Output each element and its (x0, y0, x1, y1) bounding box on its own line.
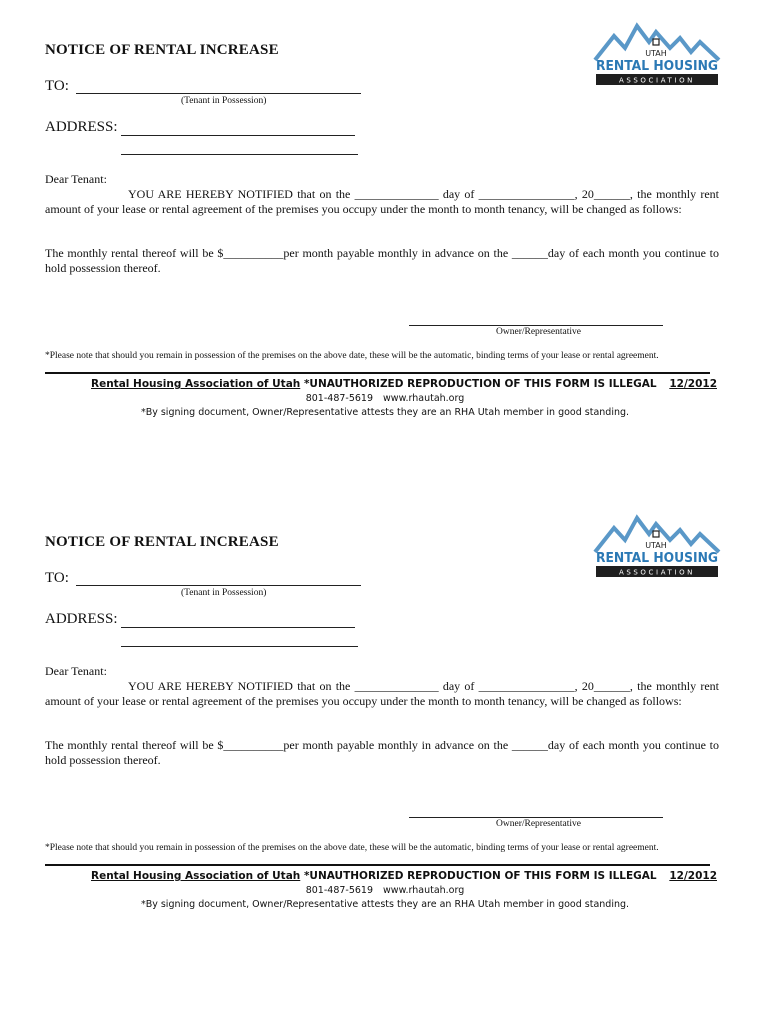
footer-divider (45, 372, 710, 374)
binding-terms-note: *Please note that should you remain in possession of the premises on the above date, these will be the automatic, binding terms of your lease or rental agreement. (45, 351, 659, 361)
notification-paragraph: YOU ARE HEREBY NOTIFIED that on the ______________ day of ________________, 20______, the monthly rent amount of your lease or rental agreement of the premises you occupy under the month to month tenancy, will be changed as follows: (45, 187, 719, 216)
footer-divider (45, 864, 710, 866)
tenant-caption: (Tenant in Possession) (181, 96, 267, 106)
to-label: TO: (45, 570, 69, 586)
notice-title: NOTICE OF RENTAL INCREASE (45, 42, 279, 58)
house-window-icon (653, 39, 659, 45)
phone: 801-487-5619 (305, 393, 374, 404)
greeting: Dear Tenant: (45, 664, 107, 678)
attestation: *By signing document, Owner/Representative attests they are an RHA Utah member in good standing. (140, 407, 630, 418)
address-line-2[interactable] (121, 154, 358, 155)
contact-line (0, 393, 770, 404)
rental-increase-notice-bottom (0, 492, 770, 962)
website: www.rhautah.org (383, 885, 465, 896)
notification-paragraph: YOU ARE HEREBY NOTIFIED that on the ______________ day of ________________, 20______, the monthly rent amount of your lease or rental agreement of the premises you occupy under the month to month tenancy, will be changed as follows: (45, 679, 719, 708)
footer-line (91, 378, 717, 390)
address-label: ADDRESS: (45, 119, 118, 135)
logo-name-text: RENTAL HOUSING (596, 550, 718, 566)
greeting: Dear Tenant: (45, 172, 107, 186)
footer-date: 12/2012 (669, 378, 717, 390)
tenant-name-line[interactable] (76, 93, 361, 94)
logo-tagline-text: ASSOCIATION (618, 76, 696, 85)
notice-title: NOTICE OF RENTAL INCREASE (45, 534, 279, 550)
rha-logo (592, 18, 722, 86)
footer-org: Rental Housing Association of Utah (91, 870, 301, 882)
website: www.rhautah.org (383, 393, 465, 404)
signature-caption: Owner/Representative (496, 819, 581, 829)
house-window-icon (653, 531, 659, 537)
footer-warning: *UNAUTHORIZED REPRODUCTION OF THIS FORM IS ILLEGAL (303, 870, 657, 882)
footer-date: 12/2012 (669, 870, 717, 882)
address-label: ADDRESS: (45, 611, 118, 627)
signature-caption: Owner/Representative (496, 327, 581, 337)
footer-warning: *UNAUTHORIZED REPRODUCTION OF THIS FORM IS ILLEGAL (303, 378, 657, 390)
logo-name-text: RENTAL HOUSING (596, 58, 718, 74)
logo-state-text: UTAH (645, 49, 667, 58)
contact-line (0, 885, 770, 896)
phone: 801-487-5619 (305, 885, 374, 896)
address-line-2[interactable] (121, 646, 358, 647)
address-line-1[interactable] (121, 135, 355, 136)
rent-amount-paragraph: The monthly rental thereof will be $__________per month payable monthly in advance on the ______day of each month you continue to hold possession thereof. (45, 738, 719, 767)
signature-line[interactable] (409, 817, 663, 818)
attestation: *By signing document, Owner/Representative attests they are an RHA Utah member in good standing. (140, 899, 630, 910)
footer-org: Rental Housing Association of Utah (91, 378, 301, 390)
signature-line[interactable] (409, 325, 663, 326)
rha-logo (592, 510, 722, 578)
tenant-name-line[interactable] (76, 585, 361, 586)
logo-state-text: UTAH (645, 541, 667, 550)
binding-terms-note: *Please note that should you remain in possession of the premises on the above date, these will be the automatic, binding terms of your lease or rental agreement. (45, 843, 659, 853)
rent-amount-paragraph: The monthly rental thereof will be $__________per month payable monthly in advance on the ______day of each month you continue to hold possession thereof. (45, 246, 719, 275)
footer-line (91, 870, 717, 882)
logo-tagline-text: ASSOCIATION (618, 568, 696, 577)
to-label: TO: (45, 78, 69, 94)
rental-increase-notice-top (0, 0, 770, 470)
tenant-caption: (Tenant in Possession) (181, 588, 267, 598)
address-line-1[interactable] (121, 627, 355, 628)
